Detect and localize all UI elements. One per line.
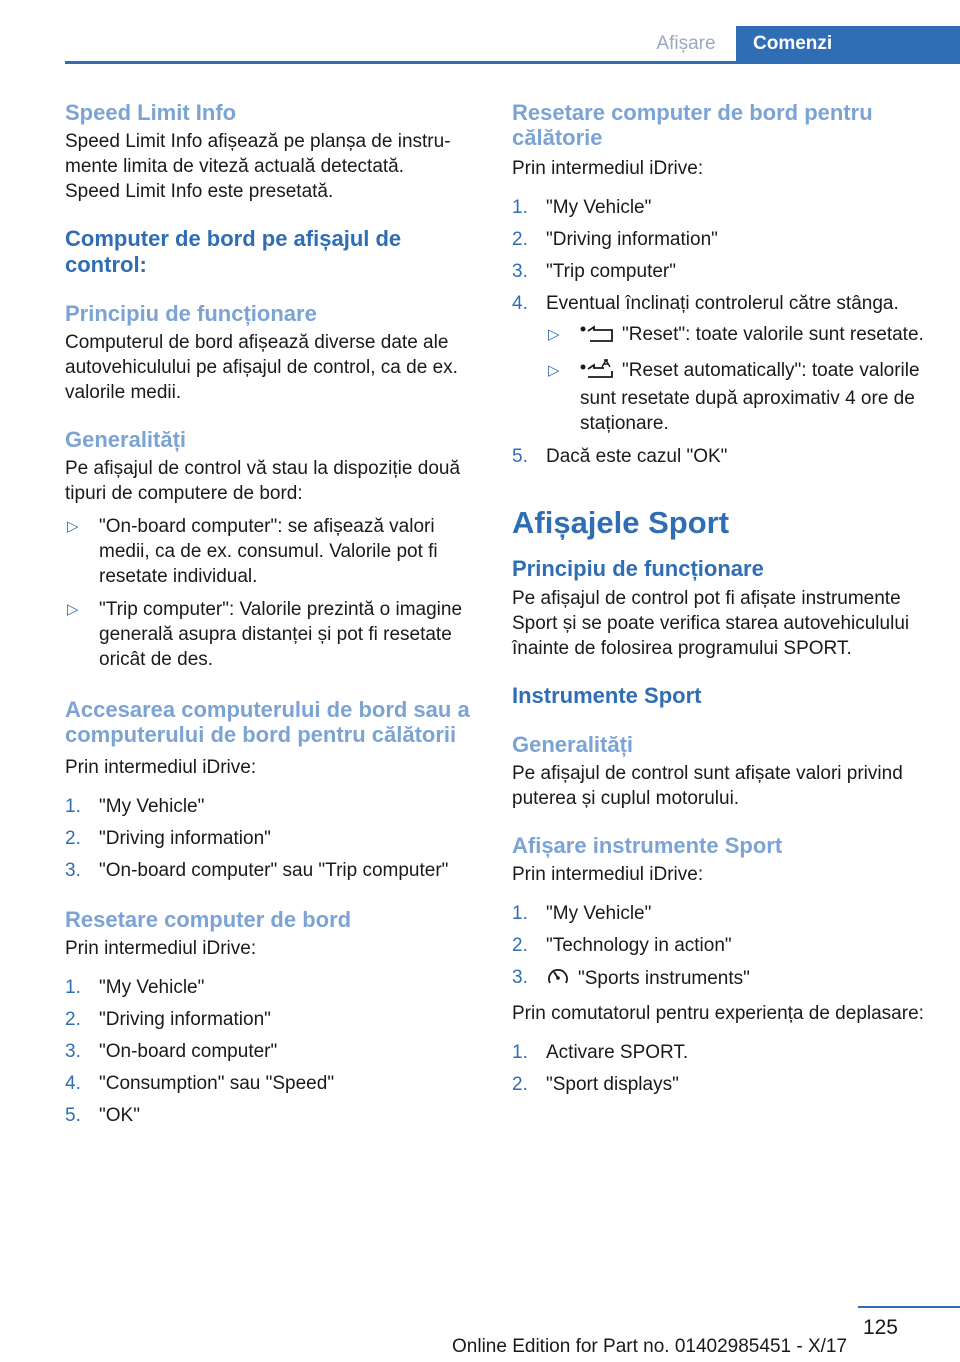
principle-title: Principiu de funcționare: [65, 301, 317, 326]
speed-limit-preset-text: Speed Limit Info este presetată.: [65, 181, 334, 202]
access-text: Prin intermediul iDrive:: [65, 757, 257, 778]
list-item: 2. "Sport displays": [512, 1074, 679, 1095]
footer-rule: [858, 1306, 960, 1308]
access-steps: [65, 794, 480, 883]
computer-types-list: [65, 514, 480, 672]
speed-limit-text: Speed Limit Info afișează pe planșa de instrumente limita de viteză actuală detectată.: [65, 131, 451, 177]
sports-gauge-icon: [546, 965, 570, 994]
list-item: 1. "My Vehicle": [65, 796, 205, 817]
reset-options-list: [546, 322, 932, 436]
board-computer-title: Computer de bord pe afișajul de control:: [65, 226, 402, 277]
left-column: [65, 100, 480, 1135]
list-item: 4. Eventual înclinați controlerul către stânga. ▷ "Reset": toate valorile sunt resetate. ▷ "Reset automatically": toate valorile sunt resetate după aproximativ 4 ore de staționare.: [512, 291, 932, 436]
list-item: 1. "My Vehicle": [512, 197, 652, 218]
list-item: 3. "On-board computer": [65, 1041, 278, 1062]
bullet-triangle-icon: ▷: [548, 326, 560, 343]
list-item: 2. "Driving information": [65, 828, 271, 849]
list-item: ▷ "On-board computer": se afișează valori medii, ca de ex. consumul. Valorile pot fi resetate individual.: [67, 516, 438, 587]
sport-displays-title: Afișajele Sport: [512, 505, 730, 540]
access-title: Accesarea computerului de bord sau a computerului de bord pentru călătorii: [65, 697, 470, 747]
general-text: Pe afișajul de control vă stau la dispoziție două tipuri de computere de bord:: [65, 458, 461, 504]
list-item: 3. "On-board computer" sau "Trip computer": [65, 860, 449, 881]
principle-text: Computerul de bord afișează diverse date ale autovehiculului pe afișajul de control, ca de ex. valorile medii.: [65, 332, 458, 403]
sport-principle-text: Pe afișajul de control pot fi afișate instrumente Sport și se poate verifica starea autovehiculului înainte de folosirea programului SPORT.: [512, 588, 910, 659]
bullet-triangle-icon: ▷: [67, 518, 79, 535]
list-item: 1. Activare SPORT.: [512, 1042, 689, 1063]
edition-text: Online Edition for Part no. 01402985451 - X/17: [452, 1336, 848, 1357]
list-item: 2. "Driving information": [65, 1009, 271, 1030]
list-item: 1. "My Vehicle": [512, 903, 652, 924]
sport-display-text: Prin intermediul iDrive:: [512, 864, 704, 885]
list-item: 5. "OK": [65, 1105, 140, 1126]
reset-steps: [65, 975, 480, 1128]
sport-switch-text: Prin comutatorul pentru experiența de deplasare:: [512, 1003, 924, 1024]
list-item: 5. Dacă este cazul "OK": [512, 446, 728, 467]
reset-icon: [580, 325, 614, 350]
trip-reset-title: Resetare computer de bord pentru călătorie: [512, 100, 873, 150]
sport-switch-steps: [512, 1040, 932, 1097]
sport-display-steps: [512, 901, 932, 994]
sport-general-text: Pe afișajul de control sunt afișate valori privind puterea și cuplul motorului.: [512, 763, 903, 809]
header-rule: [65, 61, 960, 64]
reset-text: Prin intermediul iDrive:: [65, 938, 257, 959]
bullet-triangle-icon: ▷: [67, 601, 79, 618]
sport-general-title: Generalități: [512, 732, 634, 757]
reset-automatically-icon: [580, 359, 614, 386]
header-tab-controls: Comenzi: [736, 26, 960, 61]
list-item: ▷ "Reset automatically": toate valorile sunt resetate după aproximativ 4 ore de staționare.: [548, 360, 920, 434]
sport-display-title: Afișare instrumente Sport: [512, 833, 783, 858]
speed-limit-title: Speed Limit Info: [65, 100, 237, 125]
list-item: ▷ "Trip computer": Valorile prezintă o imagine generală asupra distanței și pot fi resetate oricât de des.: [67, 599, 463, 670]
general-title: Generalități: [65, 427, 187, 452]
list-item: 2. "Technology in action": [512, 935, 732, 956]
bullet-triangle-icon: ▷: [548, 362, 560, 379]
list-item: 1. "My Vehicle": [65, 977, 205, 998]
trip-reset-text: Prin intermediul iDrive:: [512, 158, 704, 179]
list-item: 3. "Sports instruments": [512, 965, 932, 994]
sport-principle-title: Principiu de funcționare: [512, 556, 764, 581]
page-number: 125: [862, 1316, 898, 1339]
list-item: 2. "Driving information": [512, 229, 718, 250]
list-item: 3. "Trip computer": [512, 261, 676, 282]
list-item: ▷ "Reset": toate valorile sunt resetate.: [546, 322, 932, 350]
reset-title: Resetare computer de bord: [65, 907, 352, 932]
right-column: [512, 100, 932, 1104]
trip-reset-steps: [512, 195, 932, 469]
sport-instruments-title: Instrumente Sport: [512, 683, 702, 708]
list-item: 4. "Consumption" sau "Speed": [65, 1073, 335, 1094]
header-tab-display: Afișare: [656, 33, 716, 54]
